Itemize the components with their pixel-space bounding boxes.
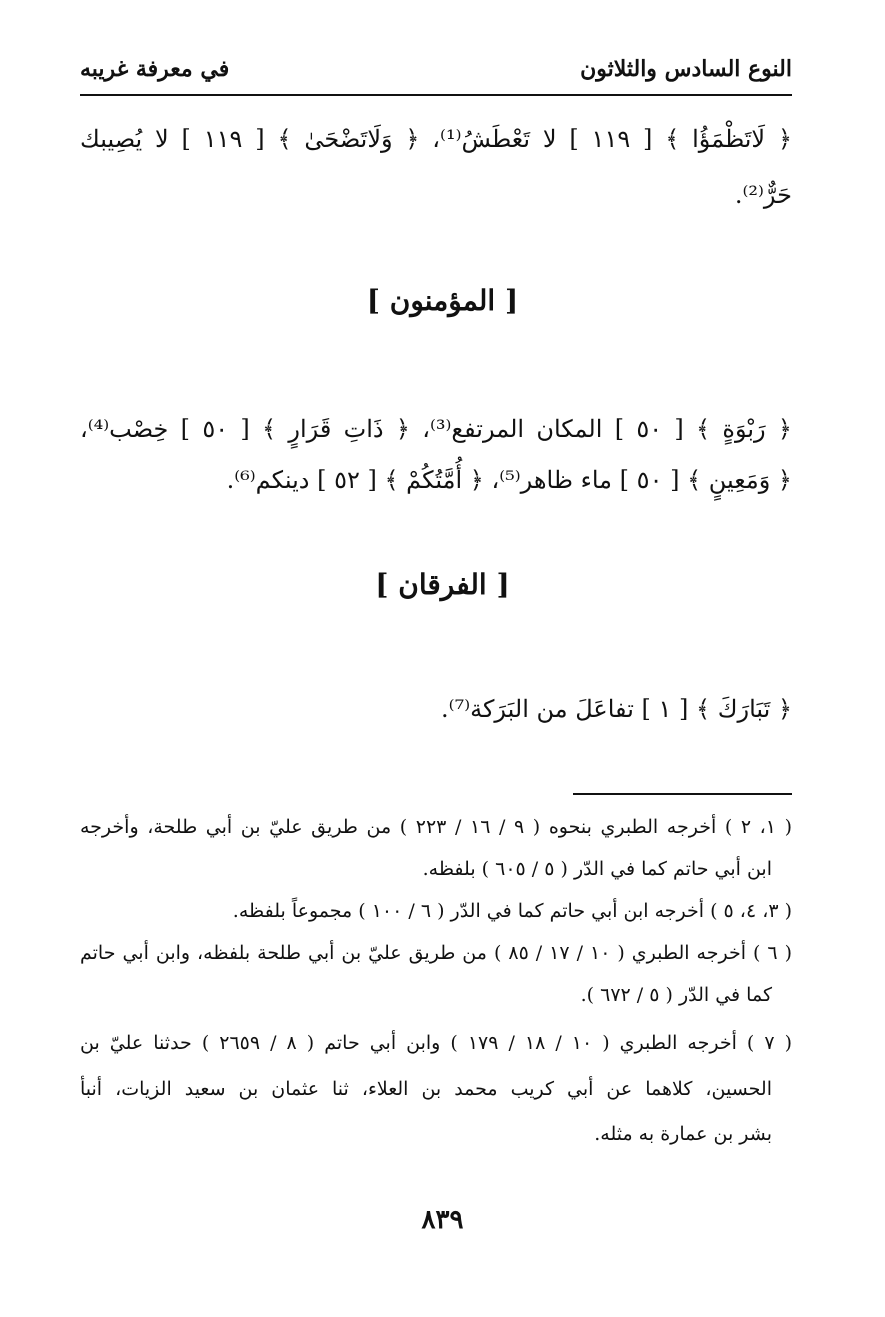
- footnote-line: ( ٦ ) أخرجه الطبري ( ١٠ / ١٧ / ٨٥ ) من طريق عليّ بن أبي طلحة بلفظه، وابن أبي حاتم: [80, 942, 792, 964]
- page-number: ٨٣٩: [421, 1205, 464, 1235]
- footnote-line: الحسين، كلاهما عن أبي كريب محمد بن العلاء، ثنا عثمان بن سعيد الزيات، أنبأ: [80, 1078, 772, 1100]
- footnote-line: ابن أبي حاتم كما في الدّر ( ٥ / ٦٠٥ ) بلفظه.: [422, 858, 772, 880]
- footnote-line: بشر بن عمارة به مثله.: [594, 1123, 772, 1145]
- surah-heading-muminun: [ المؤمنون ]: [366, 284, 519, 317]
- footnote-line: ( ١، ٢ ) أخرجه الطبري بنحوه ( ٩ / ١٦ / ٢٢٣ ) من طريق عليّ بن أبي طلحة، وأخرجه: [80, 816, 793, 838]
- body-line: ﴿ وَمَعِينٍ ﴾ [ ٥٠ ] ماء ظاهر⁽⁵⁾، ﴿ أُمَّتُكُمْ ﴾ [ ٥٢ ] دينكم⁽⁶⁾.: [226, 466, 792, 494]
- body-line: حَرٌّ⁽²⁾.: [734, 181, 792, 209]
- footnote-line: ( ٣، ٤، ٥ ) أخرجه ابن أبي حاتم كما في الدّر ( ٦ / ١٠٠ ) مجموعاً بلفظه.: [232, 900, 792, 922]
- body-line: ﴿ رَبْوَةٍ ﴾ [ ٥٠ ] المكان المرتفع⁽³⁾، ﴿ ذَاتِ قَرَارٍ ﴾ [ ٥٠ ] خِصْب⁽⁴⁾،: [80, 415, 792, 443]
- running-header: [80, 56, 792, 94]
- footnote-line: ( ٧ ) أخرجه الطبري ( ١٠ / ١٨ / ١٧٩ ) وابن أبي حاتم ( ٨ / ٢٦٥٩ ) حدثنا عليّ بن: [80, 1032, 792, 1054]
- chapter-title: النوع السادس والثلاثون: [580, 56, 792, 82]
- footnote-divider: [573, 793, 792, 795]
- body-line: ﴿ لَاتَظْمَؤُا ﴾ [ ١١٩ ] لا تَعْطَشُ⁽¹⁾، ﴿ وَلَاتَضْحَىٰ ﴾ [ ١١٩ ] لا يُصِيبك: [80, 125, 793, 153]
- footnote-line: كما في الدّر ( ٥ / ٦٧٢ ).: [580, 984, 772, 1006]
- section-title: في معرفة غريبه: [80, 56, 230, 82]
- surah-heading-furqan: [ الفرقان ]: [375, 568, 510, 601]
- body-line: ﴿ تَبَارَكَ ﴾ [ ١ ] تفاعَلَ من البَرَكة⁽⁷⁾.: [441, 695, 792, 723]
- header-divider: [80, 94, 792, 96]
